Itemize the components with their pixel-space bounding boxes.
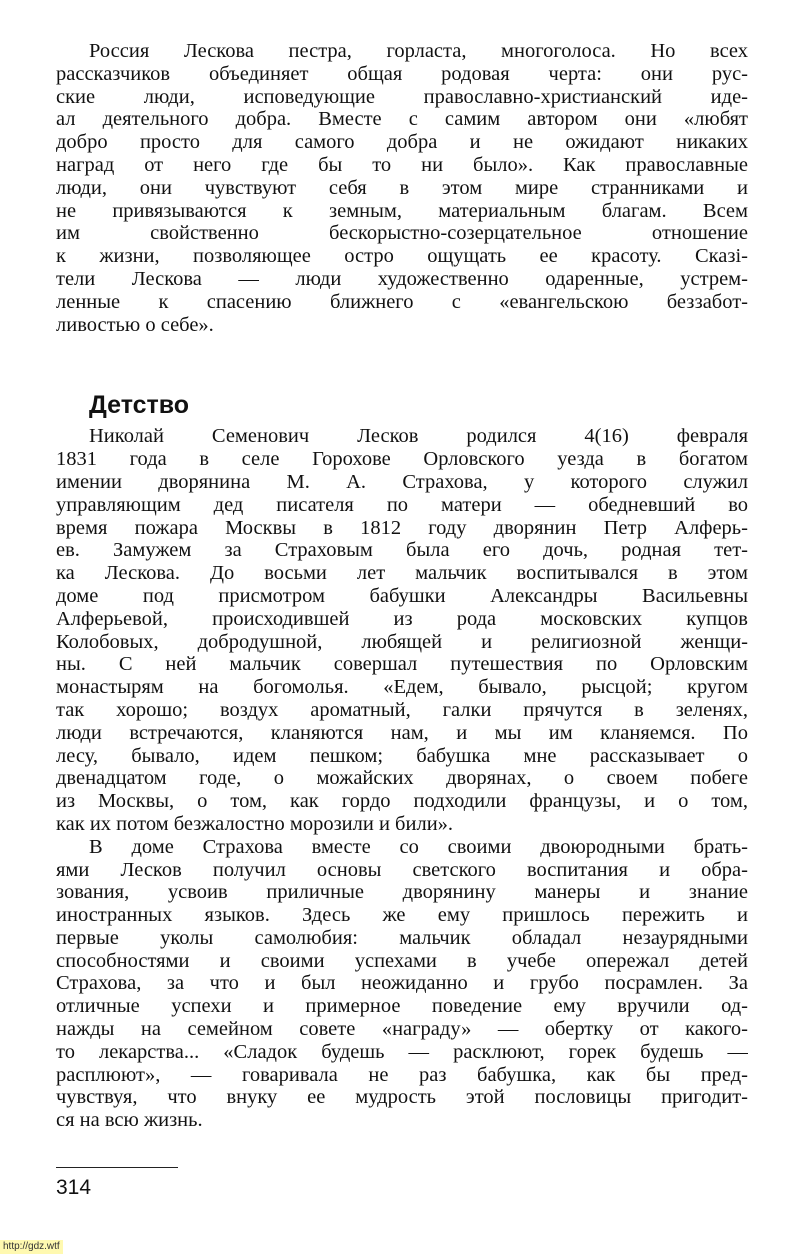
text-line: Страхова, за что и был неожиданно и грубо посрамлен. За [56,972,748,995]
text-line: ленные к спасению ближнего с «евангельскою беззабот- [56,290,748,313]
text-line: ся на всю жизнь. [56,1109,203,1132]
text-line: люди встречаются, кланяются нам, и мы им кланяемся. По [56,721,748,744]
text-line: люди, они чувствуют себя в этом мире странниками и [56,176,748,199]
text-line: Россия Лескова пестра, горласта, многоголоса. Но всех [89,40,748,62]
text-line: чувствуя, что внуку ее мудрость этой пословицы пригодит- [56,1086,748,1109]
text-line: Колобовых, добродушной, любящей и религиозной женщи- [56,630,748,653]
section-heading: Детство [89,391,190,420]
watermark-link[interactable]: http://gdz.wtf [0,1240,63,1254]
text-line: добро просто для самого добра и не ожидают никаких [56,131,748,154]
text-line: доме под присмотром бабушки Александры Васильевны [56,584,748,607]
text-line: отличные успехи и примерное поведение ему вручили од- [56,995,748,1018]
text-line: зования, усвоив приличные дворянину манеры и знание [56,881,748,904]
text-line: так хорошо; воздух ароматный, галки прячутся в зеленях, [56,698,748,721]
text-line: как их потом безжалостно морозили и били». [56,812,454,835]
text-line: к жизни, позволяющее остро ощущать ее красоту. Сказі- [56,245,748,268]
intro-paragraph [56,40,748,336]
text-line: тели Лескова — люди художественно одаренные, устрем- [56,267,748,290]
text-line: ка Лескова. До восьми лет мальчик воспитывался в этом [56,562,748,585]
page-number: 314 [56,1176,92,1199]
text-line: Алферьевой, происходившей из рода московских купцов [56,607,748,630]
text-line: способностями и своими успехами в учебе опережал детей [56,949,748,972]
text-line: первые уколы самолюбия: мальчик обладал незаурядными [56,926,748,949]
text-line: ев. Замужем за Страховым была его дочь, родная тет- [56,539,748,562]
text-line: ями Лесков получил основы светского воспитания и обра- [56,858,748,881]
text-line: управляющим дед писателя по матери — обедневший во [56,493,748,516]
text-line: лесу, бывало, идем пешком; бабушка мне рассказывает о [56,744,748,767]
text-line: двенадцатом годе, о можайских дворянах, о своем побеге [56,767,748,790]
section-paragraph-1 [56,425,748,835]
text-line: им свойственно бескорыстно-созерцательное отношение [56,222,748,245]
text-line: расплюют», — говаривала не раз бабушка, как бы пред- [56,1063,748,1086]
section-paragraph-2 [56,836,748,1132]
book-page [56,40,748,1132]
text-line: ны. С ней мальчик совершал путешествия по Орловским [56,653,748,676]
text-line: наград от него где бы то ни было». Как православные [56,153,748,176]
text-line: 1831 года в селе Горохове Орловского уезда в богатом [56,448,748,471]
text-line: Николай Семенович Лесков родился 4(16) февраля [89,425,748,448]
text-line: не привязываются к земным, материальным благам. Всем [56,199,748,222]
text-line: рассказчиков объединяет общая родовая черта: они рус- [56,62,748,85]
text-line: монастырям на богомолья. «Едем, бывало, рысцой; кругом [56,676,748,699]
text-line: имении дворянина М. А. Страхова, у которого служил [56,470,748,493]
text-line: из Москвы, о том, как гордо подходили французы, и о том, [56,790,748,813]
text-line: ские люди, исповедующие православно-христианский иде- [56,85,748,108]
footer-divider [56,1167,178,1168]
text-line: время пожара Москвы в 1812 году дворянин Петр Алферь- [56,516,748,539]
text-line: В доме Страхова вместе со своими двоюродными брать- [89,835,748,858]
text-line: нажды на семейном совете «награду» — обертку от какого- [56,1018,748,1041]
text-line: ал деятельного добра. Вместе с самим автором они «любят [56,108,748,131]
text-line: то лекарства... «Сладок будешь — расклюют, горек будешь — [56,1040,748,1063]
text-line: иностранных языков. Здесь же ему пришлось пережить и [56,904,748,927]
text-line: ливостью о себе». [56,313,214,336]
